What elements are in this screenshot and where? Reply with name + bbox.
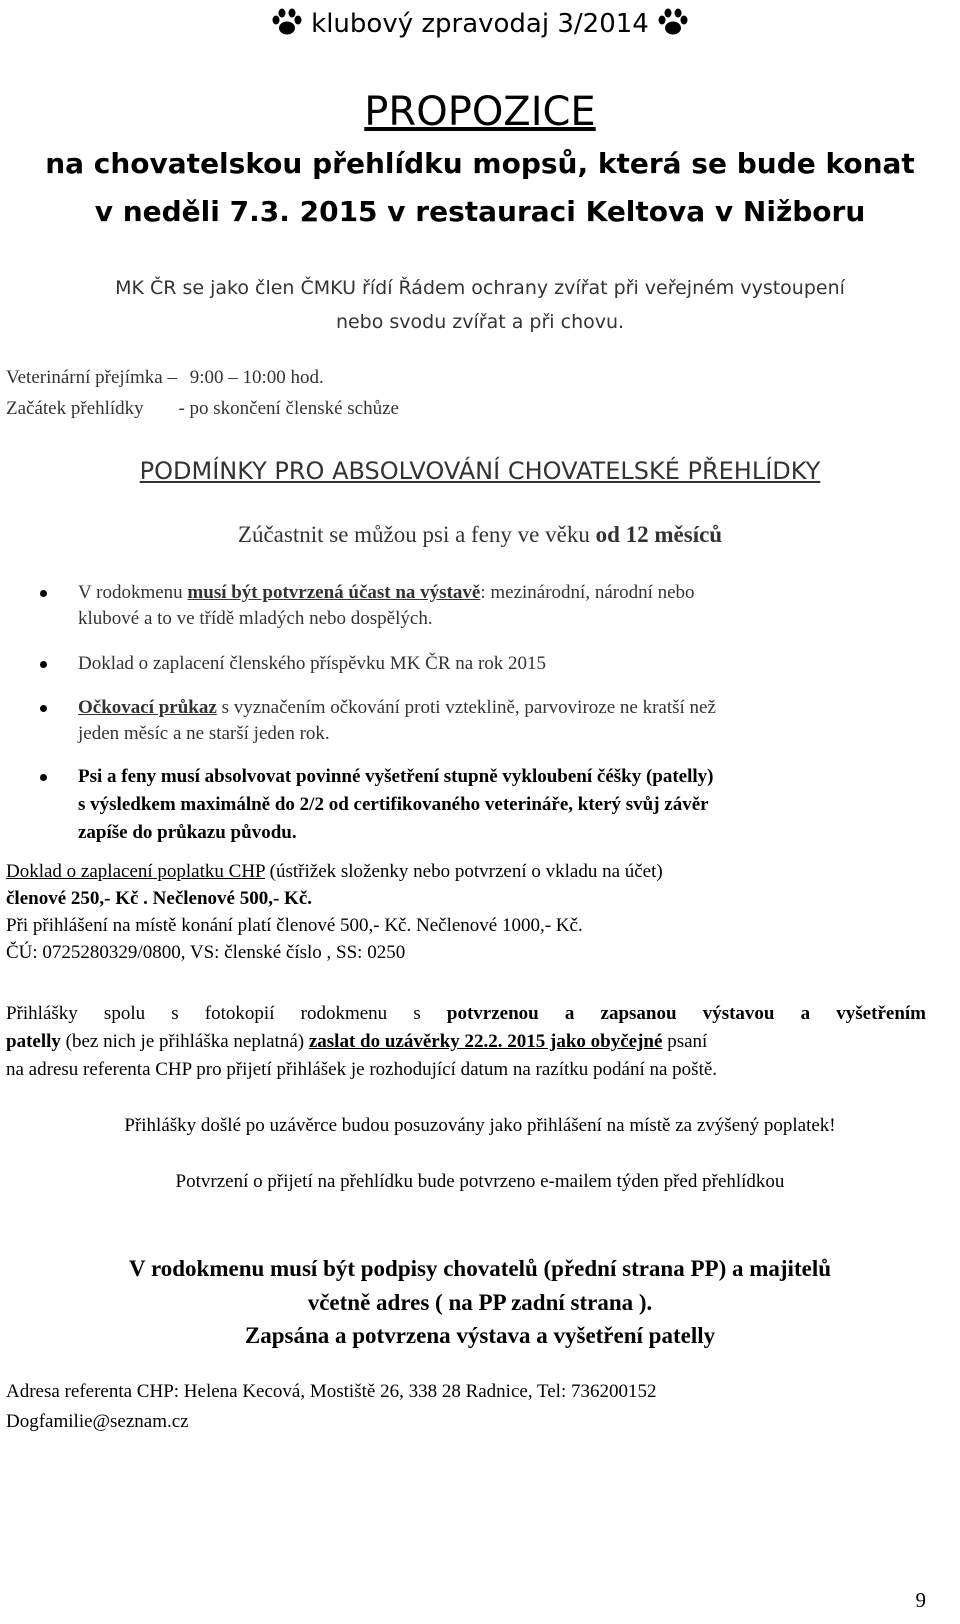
bullet-dot [40,590,47,597]
bullet-patella-line-3: zapíše do průkazu původu. [78,822,297,843]
age-bold: od 12 měsíců [595,522,723,547]
bullet-vaccination-line-2: jeden měsíc a ne starší jeden rok. [78,723,330,744]
fee-amounts: členové 250,- Kč . Nečlenové 500,- Kč. [6,888,313,909]
confirmation-note: Potvrzení o přijetí na přehlídku bude potvrzeno e-mailem týden před přehlídkou [175,1171,785,1192]
start-label: Začátek přehlídky [6,398,144,419]
applications-line-3: na adresu referenta CHP pro přijetí přihlášek je rozhodující datum na razítku podání na poště. [6,1059,718,1080]
intro-line-1: MK ČR se jako člen ČMKU řídí Řádem ochrany zvířat při veřejném vystoupení [115,277,845,299]
bullet-vaccination-line-1: Očkovací průkaz s vyznačením očkování proti vzteklině, parvoviroze ne kratší než [78,697,716,718]
newsletter-header [0,6,960,42]
bullet-dot [40,774,47,781]
applications-block [6,1000,926,1084]
vet-time: 9:00 – 10:00 hod. [189,367,324,388]
age-text: Zúčastnit se můžou psi a feny ve věku [237,522,596,547]
applications-line-1: Přihlášky spolu s fotokopií rodokmenu s potvrzenou a zapsanou výstavou a vyšetřením [6,1003,926,1024]
newsletter-title: klubový zpravodaj 3/2014 [311,9,649,39]
bullet-pedigree-line-1: V rodokmenu musí být potvrzená účast na výstavě: mezinárodní, národní nebo [78,582,695,603]
conditions-heading: PODMÍNKY PRO ABSOLVOVÁNÍ CHOVATELSKÉ PŘEHLÍDKY [139,457,821,485]
bullet-pedigree [78,580,948,632]
bullet-dot [40,705,47,712]
fee-line: Doklad o zaplacení poplatku CHP (ústřižek složenky nebo potvrzení o vkladu na účet) [6,861,663,882]
bullet-dot [40,661,47,668]
paw-icon [657,8,689,36]
start-value: - po skončení členské schůze [178,398,399,419]
bullet-vaccination [78,695,948,747]
title-line-2: v neděli 7.3. 2015 v restauraci Keltova v Nižboru [94,195,866,228]
contact-address: Adresa referenta CHP: Helena Kecová, Mostiště 26, 338 28 Radnice, Tel: 736200152 [6,1381,657,1402]
bullet-patella [78,763,948,847]
paw-icon [271,8,303,36]
age-requirement [0,519,960,551]
bullet-pedigree-line-2: klubové a to ve třídě mladých nebo dospělých. [78,608,433,629]
contact-email[interactable]: Dogfamilie@seznam.cz [6,1411,189,1432]
bullet-membership: Doklad o zaplacení členského příspěvku MK ČR na rok 2015 [78,653,547,674]
bullet-patella-line-2: s výsledkem maximálně do 2/2 od certifikovaného veterináře, který svůj závěr [78,794,709,815]
schedule-vet [6,365,324,391]
schedule-start [6,396,399,422]
title-line-1: na chovatelskou přehlídku mopsů, která se bude konat [45,147,915,180]
bank-account: ČÚ: 0725280329/0800, VS: členské číslo , SS: 0250 [6,942,406,963]
page-title: PROPOZICE [364,89,596,135]
notice-line-3: Zapsána a potvrzena výstava a vyšetření patelly [244,1323,716,1348]
page-number: 9 [915,1588,926,1612]
bullet-patella-line-1: Psi a feny musí absolvovat povinné vyšetření stupně vykloubení čéšky (patelly) [78,766,714,787]
applications-line-2: patelly (bez nich je přihláška neplatná) zaslat do uzávěrky 22.2. 2015 jako obyčejné psaní [6,1031,708,1052]
onsite-fee: Při přihlášení na místě konání platí členové 500,- Kč. Nečlenové 1000,- Kč. [6,915,583,936]
notice-line-1: V rodokmenu musí být podpisy chovatelů (přední strana PP) a majitelů [129,1256,831,1281]
vet-label: Veterinární přejímka – [6,367,177,388]
payment-block [6,858,946,966]
late-applications: Přihlášky došlé po uzávěrce budou posuzovány jako přihlášení na místě za zvýšený poplatek! [124,1115,836,1136]
intro-line-2: nebo svodu zvířat a při chovu. [335,311,625,333]
notice-line-2: včetně adres ( na PP zadní strana ). [307,1290,653,1315]
